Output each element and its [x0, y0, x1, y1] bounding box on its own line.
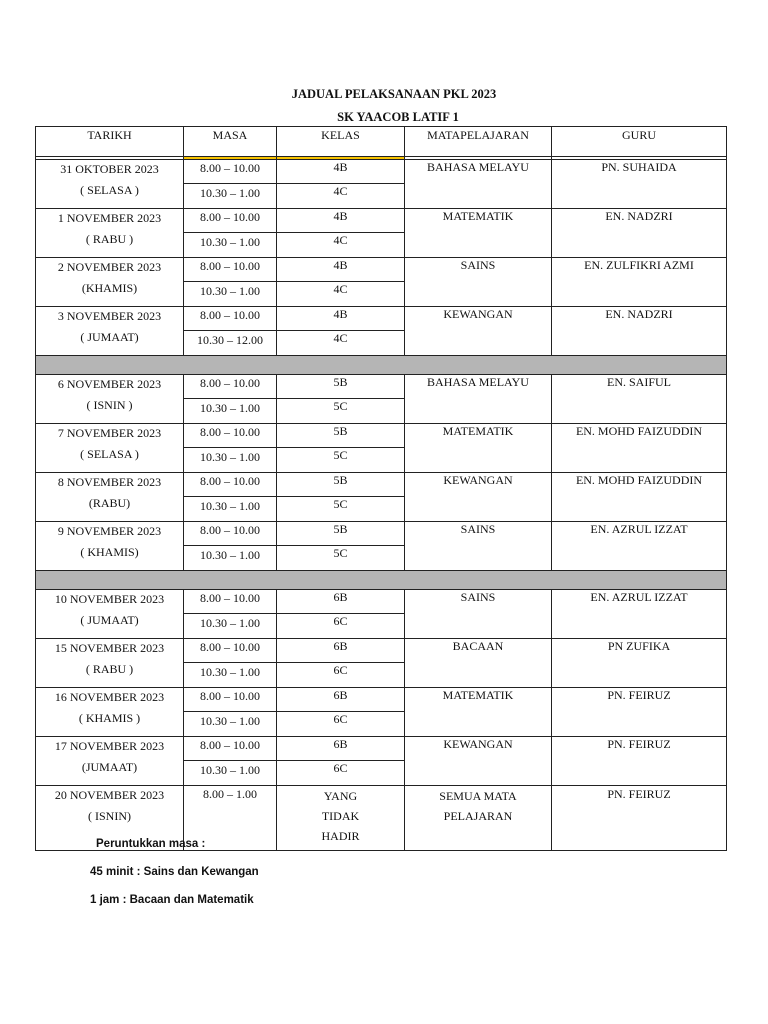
teacher-cell: PN. FEIRUZ	[552, 737, 727, 786]
subject-cell: BAHASA MELAYU	[405, 375, 552, 424]
class-cell	[277, 786, 405, 851]
notes-line-2: 1 jam : Bacaan dan Matematik	[90, 894, 254, 906]
date-cell	[36, 473, 184, 522]
date-cell	[36, 590, 184, 639]
date-text: 9 NOVEMBER 2023	[57, 524, 162, 538]
time-cell: 8.00 – 10.00	[184, 590, 277, 614]
teacher-cell: EN. NADZRI	[552, 307, 727, 356]
week-separator-row	[36, 571, 727, 590]
table-row	[36, 590, 727, 614]
school-name: SK YAACOB LATIF 1	[337, 110, 459, 124]
class-cell: 5C	[277, 448, 405, 473]
day-text: ( KHAMIS)	[80, 545, 139, 559]
day-text: (RABU)	[88, 496, 131, 510]
day-text: ( ISNIN)	[88, 809, 131, 823]
day-text: ( SELASA )	[80, 447, 139, 461]
subject-cell: KEWANGAN	[405, 737, 552, 786]
day-text: ( ISNIN )	[86, 398, 133, 412]
time-cell: 10.30 – 1.00	[184, 448, 277, 473]
day-text: ( RABU )	[85, 662, 134, 676]
notes-heading: Peruntukkan masa :	[96, 838, 206, 850]
date-text: 15 NOVEMBER 2023	[54, 641, 165, 655]
class-cell: 4C	[277, 233, 405, 258]
table-row	[36, 522, 727, 546]
time-cell: 8.00 – 10.00	[184, 160, 277, 184]
time-cell: 8.00 – 10.00	[184, 209, 277, 233]
header-tarikh: TARIKH	[36, 127, 184, 157]
time-cell: 8.00 – 10.00	[184, 375, 277, 399]
time-cell: 10.30 – 1.00	[184, 663, 277, 688]
date-cell	[36, 522, 184, 571]
class-cell: 4B	[277, 209, 405, 233]
date-cell	[36, 258, 184, 307]
time-cell: 10.30 – 12.00	[184, 331, 277, 356]
day-text: ( RABU )	[85, 232, 134, 246]
class-cell: 6C	[277, 712, 405, 737]
date-text: 3 NOVEMBER 2023	[57, 309, 162, 323]
subject-cell: KEWANGAN	[405, 473, 552, 522]
time-cell: 8.00 – 10.00	[184, 307, 277, 331]
class-cell: 5B	[277, 375, 405, 399]
header-guru: GURU	[552, 127, 727, 157]
date-cell	[36, 424, 184, 473]
subject-cell: KEWANGAN	[405, 307, 552, 356]
date-text: 2 NOVEMBER 2023	[57, 260, 162, 274]
day-text: ( KHAMIS )	[78, 711, 141, 725]
week-separator-row	[36, 356, 727, 375]
class-cell: 4C	[277, 282, 405, 307]
header-masa: MASA	[184, 127, 277, 157]
class-cell: 4B	[277, 258, 405, 282]
teacher-cell: EN. AZRUL IZZAT	[552, 590, 727, 639]
teacher-cell: PN. FEIRUZ	[552, 688, 727, 737]
subject-line: PELAJARAN	[443, 809, 513, 823]
teacher-cell: EN. MOHD FAIZUDDIN	[552, 473, 727, 522]
class-cell: 6C	[277, 663, 405, 688]
time-cell: 8.00 – 10.00	[184, 688, 277, 712]
table-row	[36, 258, 727, 282]
subject-line: SEMUA MATA	[439, 789, 517, 803]
table-row	[36, 160, 727, 184]
date-text: 7 NOVEMBER 2023	[57, 426, 162, 440]
teacher-cell: EN. MOHD FAIZUDDIN	[552, 424, 727, 473]
class-cell: 5B	[277, 424, 405, 448]
teacher-cell: PN. FEIRUZ	[552, 786, 727, 851]
date-text: 31 OKTOBER 2023	[60, 162, 159, 176]
date-text: 17 NOVEMBER 2023	[54, 739, 165, 753]
time-cell: 10.30 – 1.00	[184, 497, 277, 522]
teacher-cell: EN. NADZRI	[552, 209, 727, 258]
day-text: ( SELASA )	[80, 183, 139, 197]
date-cell	[36, 375, 184, 424]
time-cell: 10.30 – 1.00	[184, 614, 277, 639]
date-text: 16 NOVEMBER 2023	[54, 690, 165, 704]
class-cell: 5C	[277, 546, 405, 571]
class-cell: 6B	[277, 688, 405, 712]
subject-cell: SAINS	[405, 522, 552, 571]
table-row	[36, 737, 727, 761]
day-text: (KHAMIS)	[81, 281, 138, 295]
time-cell: 8.00 – 10.00	[184, 258, 277, 282]
date-cell	[36, 307, 184, 356]
week-separator	[36, 571, 727, 590]
class-cell: 5C	[277, 497, 405, 522]
time-cell: 8.00 – 10.00	[184, 639, 277, 663]
time-cell: 10.30 – 1.00	[184, 233, 277, 258]
subject-cell: SAINS	[405, 258, 552, 307]
table-row	[36, 307, 727, 331]
date-cell	[36, 160, 184, 209]
class-line: YANG	[323, 789, 358, 803]
date-cell	[36, 688, 184, 737]
class-cell: 4C	[277, 184, 405, 209]
time-cell: 8.00 – 10.00	[184, 473, 277, 497]
time-allocation-notes	[90, 838, 259, 922]
header-kelas: KELAS	[277, 127, 405, 157]
date-text: 6 NOVEMBER 2023	[57, 377, 162, 391]
subject-cell: SAINS	[405, 590, 552, 639]
header-row	[36, 127, 727, 157]
date-text: 1 NOVEMBER 2023	[57, 211, 162, 225]
time-cell: 8.00 – 1.00	[184, 786, 277, 851]
class-cell: 6C	[277, 614, 405, 639]
table-row	[36, 375, 727, 399]
time-cell: 10.30 – 1.00	[184, 546, 277, 571]
subject-cell: MATEMATIK	[405, 688, 552, 737]
subject-cell: MATEMATIK	[405, 209, 552, 258]
subject-cell: MATEMATIK	[405, 424, 552, 473]
class-cell: 4B	[277, 160, 405, 184]
date-text: 8 NOVEMBER 2023	[57, 475, 162, 489]
table-row	[36, 639, 727, 663]
time-cell: 10.30 – 1.00	[184, 712, 277, 737]
class-cell: 6B	[277, 590, 405, 614]
date-cell	[36, 209, 184, 258]
teacher-cell: PN. SUHAIDA	[552, 160, 727, 209]
day-text: (JUMAAT)	[81, 760, 138, 774]
teacher-cell: EN. SAIFUL	[552, 375, 727, 424]
week-separator	[36, 356, 727, 375]
notes-line-1: 45 minit : Sains dan Kewangan	[90, 866, 259, 878]
schedule-table	[35, 126, 727, 851]
class-line: HADIR	[321, 829, 360, 843]
day-text: ( JUMAAT)	[80, 330, 139, 344]
time-cell: 10.30 – 1.00	[184, 761, 277, 786]
time-cell: 8.00 – 10.00	[184, 737, 277, 761]
teacher-cell: EN. ZULFIKRI AZMI	[552, 258, 727, 307]
time-cell: 8.00 – 10.00	[184, 522, 277, 546]
time-cell: 10.30 – 1.00	[184, 184, 277, 209]
teacher-cell: EN. AZRUL IZZAT	[552, 522, 727, 571]
class-cell: 6C	[277, 761, 405, 786]
class-cell: 6B	[277, 639, 405, 663]
class-line: TIDAK	[321, 809, 360, 823]
date-cell	[36, 639, 184, 688]
table-row	[36, 424, 727, 448]
class-cell: 5B	[277, 473, 405, 497]
table-row	[36, 209, 727, 233]
date-text: 20 NOVEMBER 2023	[54, 788, 165, 802]
day-text: ( JUMAAT)	[80, 613, 139, 627]
schedule-body	[36, 157, 727, 851]
time-cell: 10.30 – 1.00	[184, 282, 277, 307]
subject-cell: BAHASA MELAYU	[405, 160, 552, 209]
date-cell	[36, 737, 184, 786]
time-cell: 8.00 – 10.00	[184, 424, 277, 448]
class-cell: 5B	[277, 522, 405, 546]
header-matapelajaran: MATAPELAJARAN	[405, 127, 552, 157]
subject-cell: BACAAN	[405, 639, 552, 688]
class-cell: 5C	[277, 399, 405, 424]
class-cell: 4C	[277, 331, 405, 356]
class-cell: 6B	[277, 737, 405, 761]
table-row	[36, 688, 727, 712]
time-cell: 10.30 – 1.00	[184, 399, 277, 424]
class-cell: 4B	[277, 307, 405, 331]
table-row	[36, 473, 727, 497]
date-text: 10 NOVEMBER 2023	[54, 592, 165, 606]
document-title: JADUAL PELAKSANAAN PKL 2023	[291, 87, 497, 101]
teacher-cell: PN ZUFIKA	[552, 639, 727, 688]
subject-cell	[405, 786, 552, 851]
